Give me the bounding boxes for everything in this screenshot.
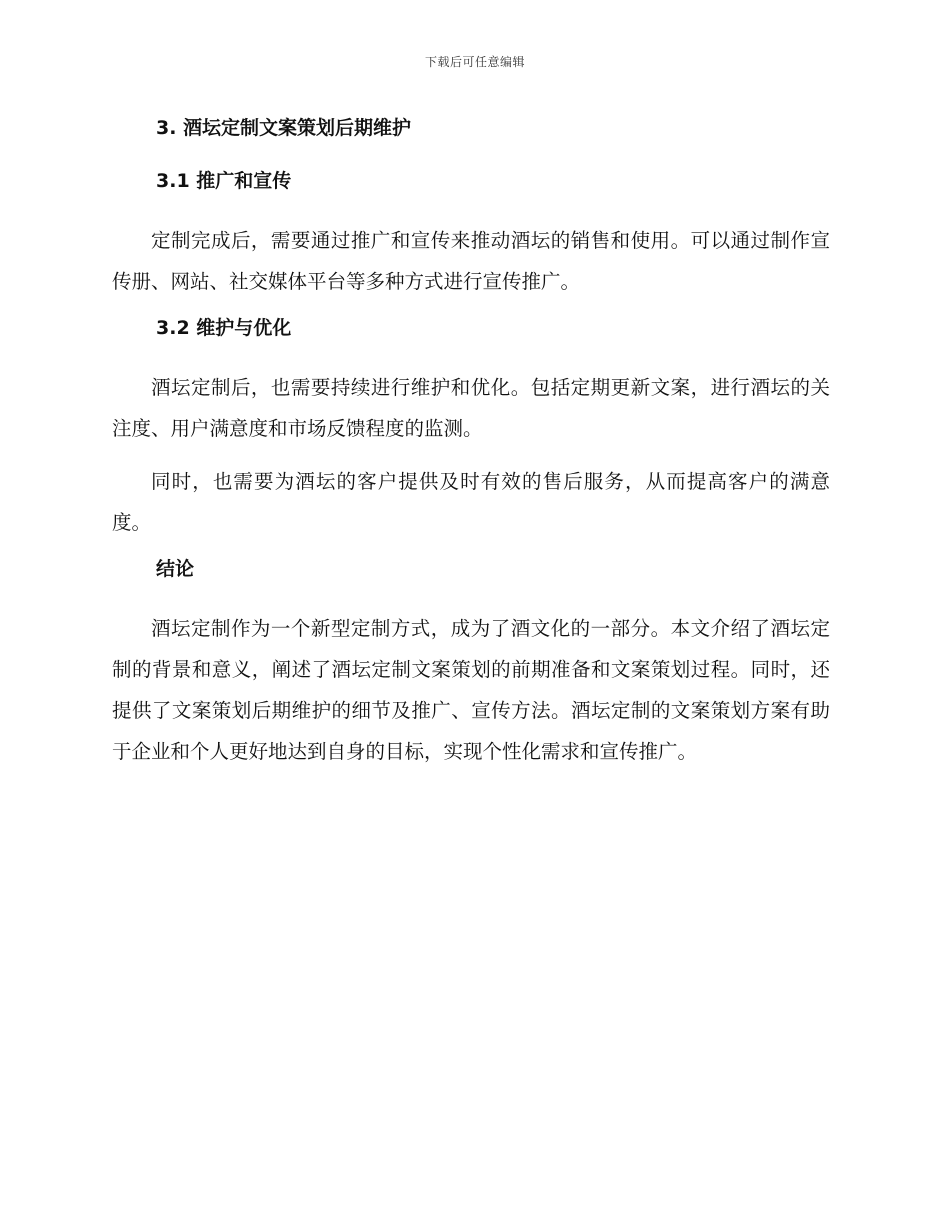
section-3-2-paragraph-2: 同时，也需要为酒坛的客户提供及时有效的售后服务，从而提高客户的满意度。 [112,470,830,534]
section-3-heading: 3. 酒坛定制文案策划后期维护 [156,117,412,139]
conclusion-paragraph: 酒坛定制作为一个新型定制方式，成为了酒文化的一部分。本文介绍了酒坛定制的背景和意义，阐述了酒坛定制文案策划的前期准备和文案策划过程。同时，还提供了文案策划后期维护的细节及推广、宣传方法。酒坛定制的文案策划方案有助于企业和个人更好地达到自身的目标，实现个性化需求和宣传推广。 [112,617,830,763]
section-3-1-heading: 3.1 推广和宣传 [156,170,292,192]
document-body [112,110,830,784]
conclusion-heading: 结论 [156,558,195,580]
section-3-2-paragraph-1: 酒坛定制后，也需要持续进行维护和优化。包括定期更新文案，进行酒坛的关注度、用户满意度和市场反馈程度的监测。 [112,376,830,440]
section-3-2-heading: 3.2 维护与优化 [156,317,292,339]
section-3-1-paragraph: 定制完成后，需要通过推广和宣传来推动酒坛的销售和使用。可以通过制作宣传册、网站、社交媒体平台等多种方式进行宣传推广。 [112,229,830,293]
page-header: 下载后可任意编辑 [424,55,525,69]
